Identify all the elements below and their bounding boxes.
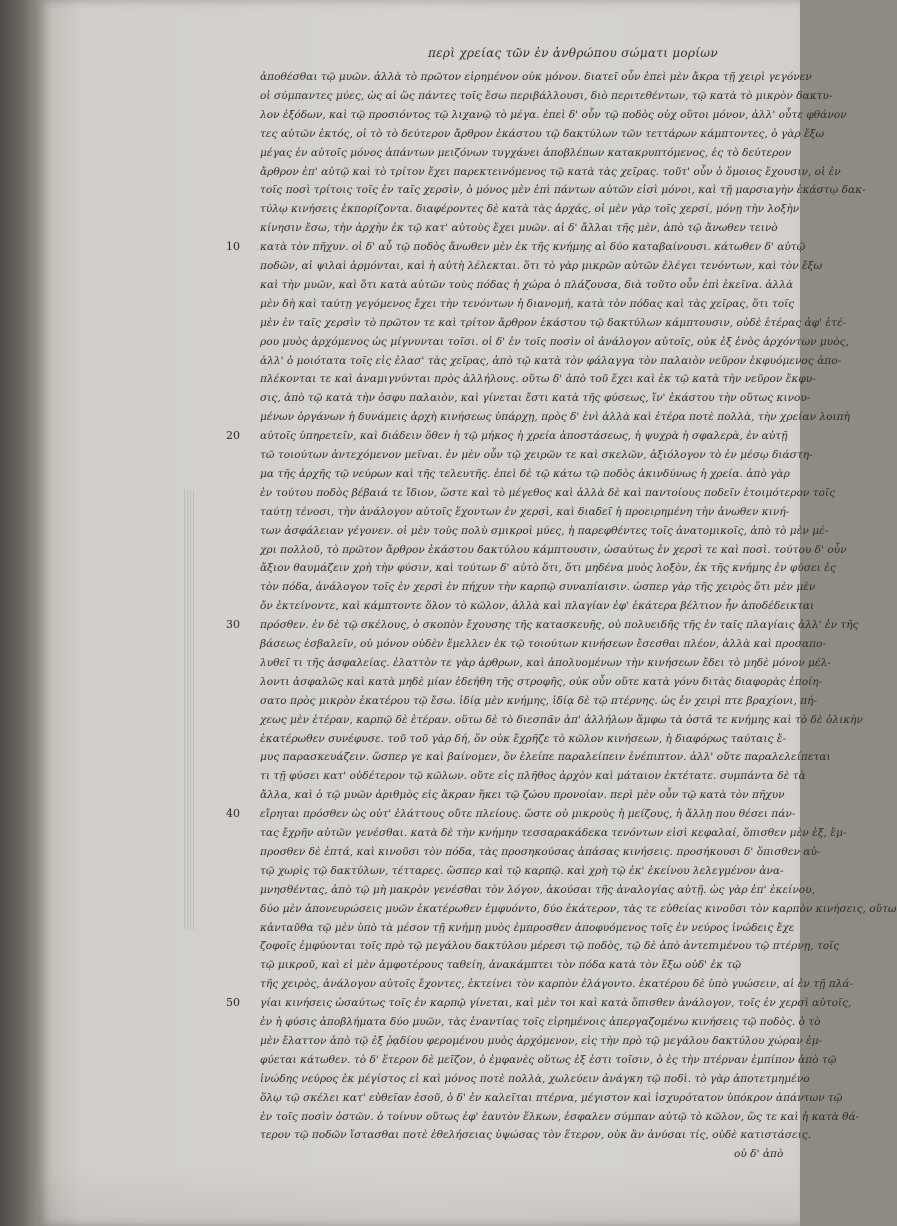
text-line: τι τῇ φύσει κατ' οὐδέτερον τῷ κῶλων. οὔτε εἰς πλῆθος ἀρχὸν καὶ μάταιον ἐκτέτατε. συμπάντα δὲ τὰ — [260, 770, 806, 783]
text-line: ἐν ἡ φύσις ἀποβλήματα δύο μυῶν, τὰς ἐναντίας τοῖς εἰρημένοις ἀπεργαζομένω κινήσεις τῷ ποδὸς. ὁ τὸ — [260, 1016, 821, 1028]
text-line: δύο μὲν ἀπονευρώσεις μυῶν ἐκατέρωθεν ἐμφυόντο, δύο ἐκάτερον, τὰς τε εὐθείας κινοῦσι τὸν καρπὸν κινήσεις, οὕτω — [260, 902, 897, 915]
text-line: τες αὐτῶν ἐκτός, οἱ τὸ τὸ δεύτερον ἄρθρον ἑκάστου τῷ δακτύλων τῶν τεττάρων κάμπτοντες, ὁ γὰρ ἔξω — [260, 127, 825, 140]
text-line: ὅλῳ τῷ σκέλει κατ' εὐθεῖαν ἐσοῦ, ὁ δ' ἐν καλεῖται πτέρνα, μέγιστον καὶ ἰσχυρότατον ὑπόκρον ἁπάντων τῷ — [260, 1091, 843, 1104]
text-line: ἄξιον θαυμάζειν χρὴ τὴν φύσιν, καὶ τούτων δ' αὐτὸ ὅτι, ὅτι μηδένα μυὸς λοξὸν, ἐκ τῆς κνήμης ἐν φύσει ἐς — [260, 562, 836, 575]
text-line: μνησθέντας, ἀπὸ τῷ μὴ μακρὸν γενέσθαι τὸν λόγον, ἀκούσαι τῆς ἀναλογίας αὐτῇ. ὡς γὰρ ἐπ' ἐκείνου, — [260, 883, 815, 896]
line-number: 40 — [226, 807, 240, 821]
text-line: ἀποθέσθαι τῷ μυῶν. ἀλλὰ τὸ πρῶτον εἰρημένον οὐκ μόνον. διατεῖ οὖν ἐπεὶ μὲν ἄκρα τῇ χειρὶ γεγόνεν — [260, 71, 812, 83]
text-line: τὸν πόδα, ἀνάλογον τοῖς ἐν χερσὶ ἐν πήχυν τὴν καρπῷ συναπίαισιν. ὡσπερ γὰρ τῆς χειρὸς ὅτι μὲν μὲν — [260, 581, 816, 594]
text-line: ἑκατέρωθεν συνέφυσε. τοῦ τοῦ γὰρ δή, ὅν οὐκ ἔχρῆζε τὸ κῶλον κινήσεων, ἡ διαφόρως ταύταις ἔ- — [260, 732, 787, 745]
text-line: λον ἐξόδων, καὶ τῷ προσιόντος τῷ λιχανῷ τὸ μέγα. ἐπεὶ δ' οὖν τῷ ποδὸς οὐχ οὕτοι μόνον, ἀλλ' οὗτε φθάνον — [260, 108, 847, 121]
text-line: ἀλλ' ὁ μοιότατα τοῖς εἰς ἐλασ' τὰς χεῖρας, ἀπὸ τῷ κατὰ τὸν φάλαγγα τὸν παλαιὸν νεῦρον ἐκφυόμενος ἀπο- — [260, 354, 842, 367]
text-line: λοντι ἀσφαλῶς καὶ κατὰ μηδὲ μίαν ἐδεήθη τῆς στροφῆς, οὐκ οὖν οὕτε κατὰ γόνυ διτὰς διαφορὰς ἐποίη- — [260, 675, 823, 688]
book-gutter-shadow — [0, 0, 42, 1226]
text-line: ὄν ἐκτείνοντε, καὶ κάμπτοντε ὅλον τὸ κῶλον, ἀλλὰ καὶ πλαγίαν ἐφ' ἑκάτερα βέλτιον ἦν ἀποδέδεικται — [260, 600, 815, 613]
text-line: οὐ δ' ἀπὸ — [734, 1148, 784, 1161]
text-line: τῶ τοιούτων ἀντεχόμενον μεῖναι. ἐν μὲν οὖν τῷ χειρῶν τε καὶ σκελῶν, ἀξιόλογον τὸ ἐν μέσῳ διάστη- — [260, 449, 813, 461]
text-line: βάσεως ἐσβαλεῖν, οὐ μόνον οὐδὲν ἔμελλεν ἐκ τῷ τοιούτων κινήσεων ἔσεσθαι πλέον, ἀλλὰ καὶ προσαπο- — [260, 638, 827, 650]
text-line: κἀνταῦθα τῷ μὲν ὑπὸ τὰ μέσον τῇ κνήμῃ μυὸς ἐμπροσθεν ἀποφυόμενος τοῖς ἐν νεύρος ἰνώδεις ἔχε — [260, 921, 795, 934]
text-line: μὲν ἐν ταῖς χερσὶν τὸ πρῶτον τε καὶ τρίτον ἄρθρον ἑκάστου τῷ δακτύλων κάμπτουσιν, οὐδὲ ἑτέρας ἀφ' ἑτέ- — [260, 316, 847, 329]
text-line: σις, ἀπὸ τῷ κατὰ τὴν ὀσφυ παλαιὸν, καὶ γίνεται ἔστι κατὰ τῆς φύσεως, ἵν' ἑκάστου τὴν οὕτως κινου- — [260, 392, 811, 405]
text-line: των ἀσφάλειαν γέγονεν. οἱ μὲν τοὺς πολὺ σμικροὶ μύες, ἡ παρεφθέντες τοῖς ἀνατομικοῖς, ἀπὸ τὸ μὲν μέ- — [260, 524, 829, 537]
running-head: περὶ χρείας τῶν ἐν ἀνθρώπου σώματι μορίων — [428, 46, 718, 60]
text-line: τῷ χωρὶς τῷ δακτύλων, τέτταρες. ὥσπερ καὶ τῷ καρπῷ. καὶ χρὴ τῷ ἐκ' ἐκείνου λελεγμένον ἀνα- — [260, 864, 784, 877]
text-line: μὲν δὴ καὶ ταύτῃ γεγόμενος ἔχει τὴν τενόντων ἡ διανομή, κατὰ τὸν πόδας καὶ τὰς χεῖρας, ὅτι τοῖς — [260, 297, 795, 310]
text-line: σατο πρὸς μικρὸν ἑκατέρου τῷ ἔσω. ἰδίᾳ μὲν κνήμης, ἰδίᾳ δὲ τῷ πτέρνης. ὡς ἐν χειρὶ πτε βραχίονι, πή- — [260, 694, 818, 707]
text-line: τῆς χειρὸς, ἀνάλογον αὐτοῖς ἔχοντες, ἐκτείνει τὸν καρπὸν ἐλάγοντο. ἑκατέρου δὲ ὑπὸ γυώσειν, αἱ ἐν τῇ πλά- — [260, 978, 854, 991]
text-line: ἐν τοῖς ποσὶν ὀστῶν. ὁ τοίνυν οὕτως ἐφ' ἑαυτὸν ἕλκων, ἐσφαλεν σύμπαν αὐτῷ τὸ κῶλον, ὥς τε καὶ ἡ κατὰ θά- — [260, 1110, 860, 1123]
text-line: τας ἔχρῆν αὐτῶν γενέσθαι. κατὰ δὲ τὴν κνήμην τεσσαρακάδεκα τενόντων εἰσὶ κεφαλαί, ὅπισθεν μὲν ἑξ, ἔμ- — [260, 827, 847, 839]
book-page — [38, 0, 897, 1226]
text-line: μυς παρασκευάζειν. ὥσπερ γε καὶ βαίνομεν, ὅν ἐλείπε παραλείπειν ἐνέπιπτον. ἀλλ' οὔτε παραλελείπεται — [260, 751, 831, 764]
text-line: τύλῳ κινήσεις ἐκπορίζοντα. διαφέροντες δὲ κατὰ τὰς ἀρχάς, οἱ μὲν γὰρ τοῖς χερσί, μόνῃ τὴν λοξὴν — [260, 203, 800, 216]
text-line: ποδῶν, αἱ ψιλαὶ ἁρμόνται, καὶ ἡ αὐτὴ λέλεκται. ὅτι τὸ γὰρ μικρῶν αὐτῶν ἐλέγει τενόντων, καὶ τὸν ἔξω — [260, 260, 823, 272]
text-line: ἄλλα, καὶ ὁ τῷ μυῶν ἀριθμὸς εἰς ἄκραν ἥκει τῷ ζώου προνοίαν. περὶ μὲν οὖν τῷ κατὰ τὸν πῆχυν — [260, 789, 785, 802]
text-line: φύεται κάτωθεν. τὸ δ' ἕτερον δὲ μεῖζον, ὁ ἐμφανὲς οὕτως ἐξ ἐστι τοῖσιν, ὁ ἐς τὴν πτέρναν ἐμπίπον ἀπὸ τῷ — [260, 1053, 837, 1066]
text-line: ζοφοῖς ἐμφύονται τοῖς πρὸ τῷ μεγάλου δακτύλου μέρεσι τῷ ποδὸς, τῷ δὲ ἀπὸ ἀντεπιμένου τῷ πτέρνῃ, τοῖς — [260, 940, 840, 953]
text-line: εἴρηται πρόσθεν ὡς οὐτ' ἐλάττους οὔτε πλείους. ὥστε οὐ μικροὺς ἡ μείζους, ἡ ἄλλῃ που θέσει πάν- — [260, 808, 796, 821]
text-line: προσθεν δὲ ἑπτά, καὶ κινοῦσι τὸν πόδα, τὰς προσηκούσας ἁπάσας κινήσεις. προσήκουσι δ' ὅπισθεν αὐ- — [260, 845, 821, 858]
text-line: οἱ σύμπαντες μύες, ὡς αἱ ὥς πάντες τοῖς ἔσω περιβάλλουσι, διὸ περιτεθέντων, τῷ κατὰ τὸ μικρὸν δακτυ- — [260, 89, 833, 102]
text-line: λυθεῖ τι τῆς ἀσφαλείας. ἐλαττὸν τε γὰρ ἀρθρων, καὶ ἀπολυομένων τὴν κινήσεων ἔδει τὸ μηδὲ μόνον μέλ- — [260, 656, 831, 669]
text-line: πρόσθεν. ἐν δὲ τῷ σκέλους, ὁ σκοπὸν ἔχουσης τῆς κατασκευῆς, οὐ πολυειδῆς τῆς ἐν ταῖς πλαγίαις ἀλλ' ἐν τῆς — [260, 619, 859, 632]
text-line: μα τῆς ἀρχῆς τῷ νεύρων καὶ τῆς τελευτῆς. ἐπεὶ δὲ τῷ κάτω τῷ ποδὸς ἀκινδύνως ἡ χρεία. ἀπὸ γὰρ — [260, 467, 790, 480]
text-line: τοῖς ποσὶ τρίτοις τοῖς ἐν ταῖς χερσὶν, ὁ μόνος μὲν ἐπὶ πάντων αὐτῶν εἰσὶ μόνοι, καὶ τῇ μαρσιαγὴν ἑκάστῳ δακ- — [260, 184, 866, 197]
line-number: 30 — [226, 618, 240, 632]
line-number: 20 — [226, 429, 240, 443]
text-line: χρι πολλοῦ, τὸ πρῶτον ἄρθρον ἑκάστου δακτύλου κάμπτουσιν, ὡσαύτως ἐν χερσὶ τε καὶ ποσὶ. τούτου δ' οὖν — [260, 543, 847, 556]
text-line: ρου μυὸς ἀρχόμενος ὡς μίγνυνται τοῖσι. οἱ δ' ἐν τοῖς ποσὶν οἱ ἀνάλογον αὐτοῖς, οὐκ ἐξ ἑνὸς ἀρχόντων μυὸς, — [260, 335, 849, 348]
greek-text-block — [260, 68, 897, 1161]
page-bottom-margin — [38, 1166, 800, 1226]
text-line: χεως μὲν ἑτέραν, καρπῷ δὲ ἑτέραν. οὕτω δὲ τὸ διεσπᾶν ἀπ' ἀλλήλων ἅμφω τὰ ὀστᾶ τε κνήμης καὶ τὸ δὲ ὁλικὴν — [260, 713, 863, 726]
text-line: κίνησιν ἔσω, τὴν ἀρχὴν ἐκ τῷ κατ' αὐτοὺς ἔχει μυῶν. αἱ δ' ἄλλαι τῆς μὲν, ἀπὸ τῷ ἄνωθεν τεινὸ — [260, 222, 778, 235]
see-through-lines — [184, 490, 196, 930]
text-line: γίαι κινήσεις ὡσαύτως τοῖς ἐν καρπῷ γίνεται, καὶ μὲν τοι καὶ κατὰ ὅπισθεν ἀνάλογον, τοῖς ἐν χερσὶ αὐτοῖς, — [260, 997, 852, 1010]
text-line: ἐν τούτου ποδὸς βέβαιά τε ἴδιον, ὥστε καὶ τὸ μέγεθος καὶ ἀλλὰ δὲ καὶ παντοίους ποδεῖν ἑτοιμότερον τοῖς — [260, 486, 836, 499]
line-number: 10 — [226, 240, 240, 254]
line-number: 50 — [226, 996, 240, 1010]
text-line: τερον τῷ ποδῶν ἵστασθαι ποτὲ ἐθελήσειας ὑψώσας τὸν ἕτερον, οὐκ ἂν ἀνύσαι τίς, οὐδὲ κατιστάσεις. — [260, 1129, 812, 1142]
text-line: ταύτῃ τένοσι, τὴν ἀνάλογον αὐτοῖς ἔχοντων ἐν χερσὶ, καὶ διαδεῖ ἡ προειρημένη τὴν ἀνωθεν κινή- — [260, 505, 790, 518]
text-line: ἰνώδης νεύρος ἐκ μέγίστος εἰ καὶ μόνος ποτὲ πολλὰ, χωλεύειν ἀνάγκη τῷ ποδὶ. τὸ γὰρ ἀποτετμημένο — [260, 1072, 810, 1085]
text-line: τῷ μικροῦ, καὶ εἰ μὲν ἀμφοτέρους ταθείη, ἀνακάμπτει τὸν πόδα κατὰ τὸν ἔξω οὐδ' ἐκ τῷ — [260, 959, 741, 972]
text-line: μένων ὀργάνων ἡ δυνάμεις ἀρχὴ κινήσεως ὑπάρχῃ, πρὸς δ' ἑνὶ ἀλλὰ καὶ ἑτέρα ποτὲ πολλὰ, τὴν χρείαν λοιπὴ — [260, 411, 850, 424]
text-line: πλέκονται τε καὶ ἀναμιγνύνται πρὸς ἀλλήλους. οὕτω δ' ἀπὸ τοῦ ἔχει καὶ ἐκ τῷ κατὰ τὴν νεῦρον ἔκφυ- — [260, 373, 816, 386]
text-line: μέγας ἐν αὐτοῖς μόνος ἁπάντων μειζόνων τυγχάνει ἀποβλέπων κατακρυπτόμενος, ἐς τὸ δεύτερον — [260, 146, 792, 159]
text-line: κατὰ τὸν πῆχυν. οἱ δ' αὖ τῷ ποδὸς ἄνωθεν μὲν ἐκ τῆς κνήμης αἱ δύο καταβαίνουσι. κάτωθεν δ' αὐτῷ — [260, 241, 806, 254]
text-line: αὐτοῖς ὑπηρετεῖν, καὶ διάδειν ὅθεν ἡ τῷ μήκος ἡ χρεία ἀποστάσεως, ἡ ψυχρὰ ἡ σφαλερὰ, ἐν αὐτῇ — [260, 430, 788, 443]
text-line: καὶ τὴν μυῶν, καὶ ὅτι κατὰ αὐτῶν τοὺς πόδας ἡ χώρα ὁ πλάζουσα, διὰ τοῦτο οὖν ἐπὶ ἐκεῖνα. ἀλλὰ — [260, 278, 794, 291]
text-line: μὲν ἔλαττον ἀπὸ τῷ ἐξ ῥᾳδίου φερομένου μυὸς ἀρχόμενον, εἰς τὴν πρὸ τῷ μεγάλου δακτύλου χώραν ἐμ- — [260, 1034, 823, 1047]
text-line: ἄρθρον ἐπ' αὐτῷ καὶ τὸ τρίτον ἔχει παρεκτεινόμενος τῷ κατὰ τὰς χεῖρας. τοῦτ' οὖν ὁ ὅμοιος ἔχουσιν, οἱ ἐν — [260, 165, 841, 178]
